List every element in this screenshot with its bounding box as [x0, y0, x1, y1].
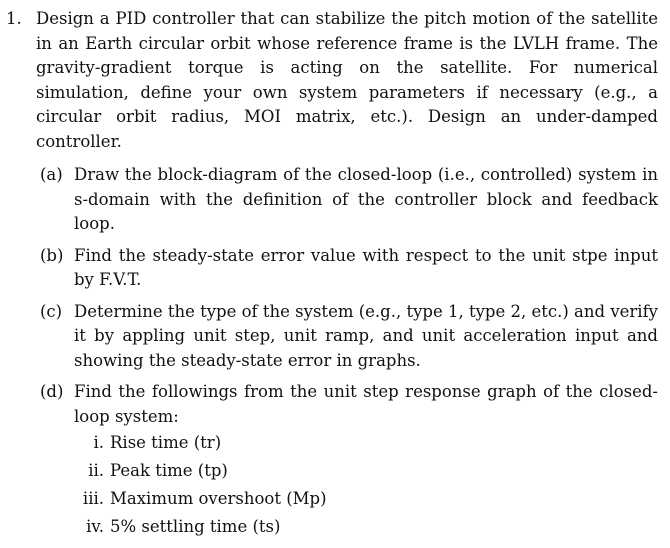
- problem-statement: Design a PID controller that can stabilize the pitch motion of the satellite in an Earth circular orbit whose reference frame is the LVLH frame. The gravity-gradient torque is acting on the satellite. For numerical simulation, define your own system parameters if necessary (e.g., a circular orbit radius, MOI matrix, etc.). Design an under-damped controller.: [36, 9, 658, 151]
- subitem-label: iv.: [86, 517, 104, 536]
- part-d-content: [74, 380, 658, 541]
- part-c: [36, 300, 658, 374]
- subitem-text: Rise time (tr): [110, 433, 222, 452]
- subitem-settling-time: [74, 513, 658, 541]
- subitem-rise-time: [74, 429, 658, 457]
- problem-number: 1.: [6, 9, 22, 28]
- subitems-list: [74, 429, 658, 541]
- subitem-label: i.: [93, 433, 104, 452]
- subitem-label: iii.: [82, 489, 104, 508]
- part-text: Find the followings from the unit step response graph of the closed-loop system:: [74, 382, 658, 426]
- subitem-max-overshoot: [74, 485, 658, 513]
- part-label: (c): [40, 301, 63, 321]
- parts-list: [36, 163, 658, 541]
- part-a: [36, 163, 658, 237]
- part-text: Find the steady-state error value with respect to the unit stpe input by F.V.T.: [74, 245, 658, 289]
- part-b: [36, 244, 658, 293]
- problem-body: [36, 7, 658, 548]
- part-label: (a): [40, 165, 63, 184]
- subitem-text: Peak time (tp): [110, 461, 228, 480]
- part-label: (d): [40, 382, 64, 401]
- part-d: [36, 380, 658, 541]
- subitem-text: 5% settling time (ts): [110, 517, 281, 536]
- part-label: (b): [40, 245, 64, 265]
- subitem-text: Maximum overshoot (Mp): [110, 489, 327, 508]
- problem-1: [6, 7, 658, 548]
- subitem-peak-time: [74, 457, 658, 485]
- subitem-label: ii.: [88, 461, 104, 480]
- part-text: Determine the type of the system (e.g., type 1, type 2, etc.) and verify it by appling unit step, unit ramp, and unit acceleration input and showing the steady-state error in graphs.: [74, 301, 659, 370]
- part-text: Draw the block-diagram of the closed-loop (i.e., controlled) system in s-domain with the definition of the controller block and feedback loop.: [74, 165, 658, 233]
